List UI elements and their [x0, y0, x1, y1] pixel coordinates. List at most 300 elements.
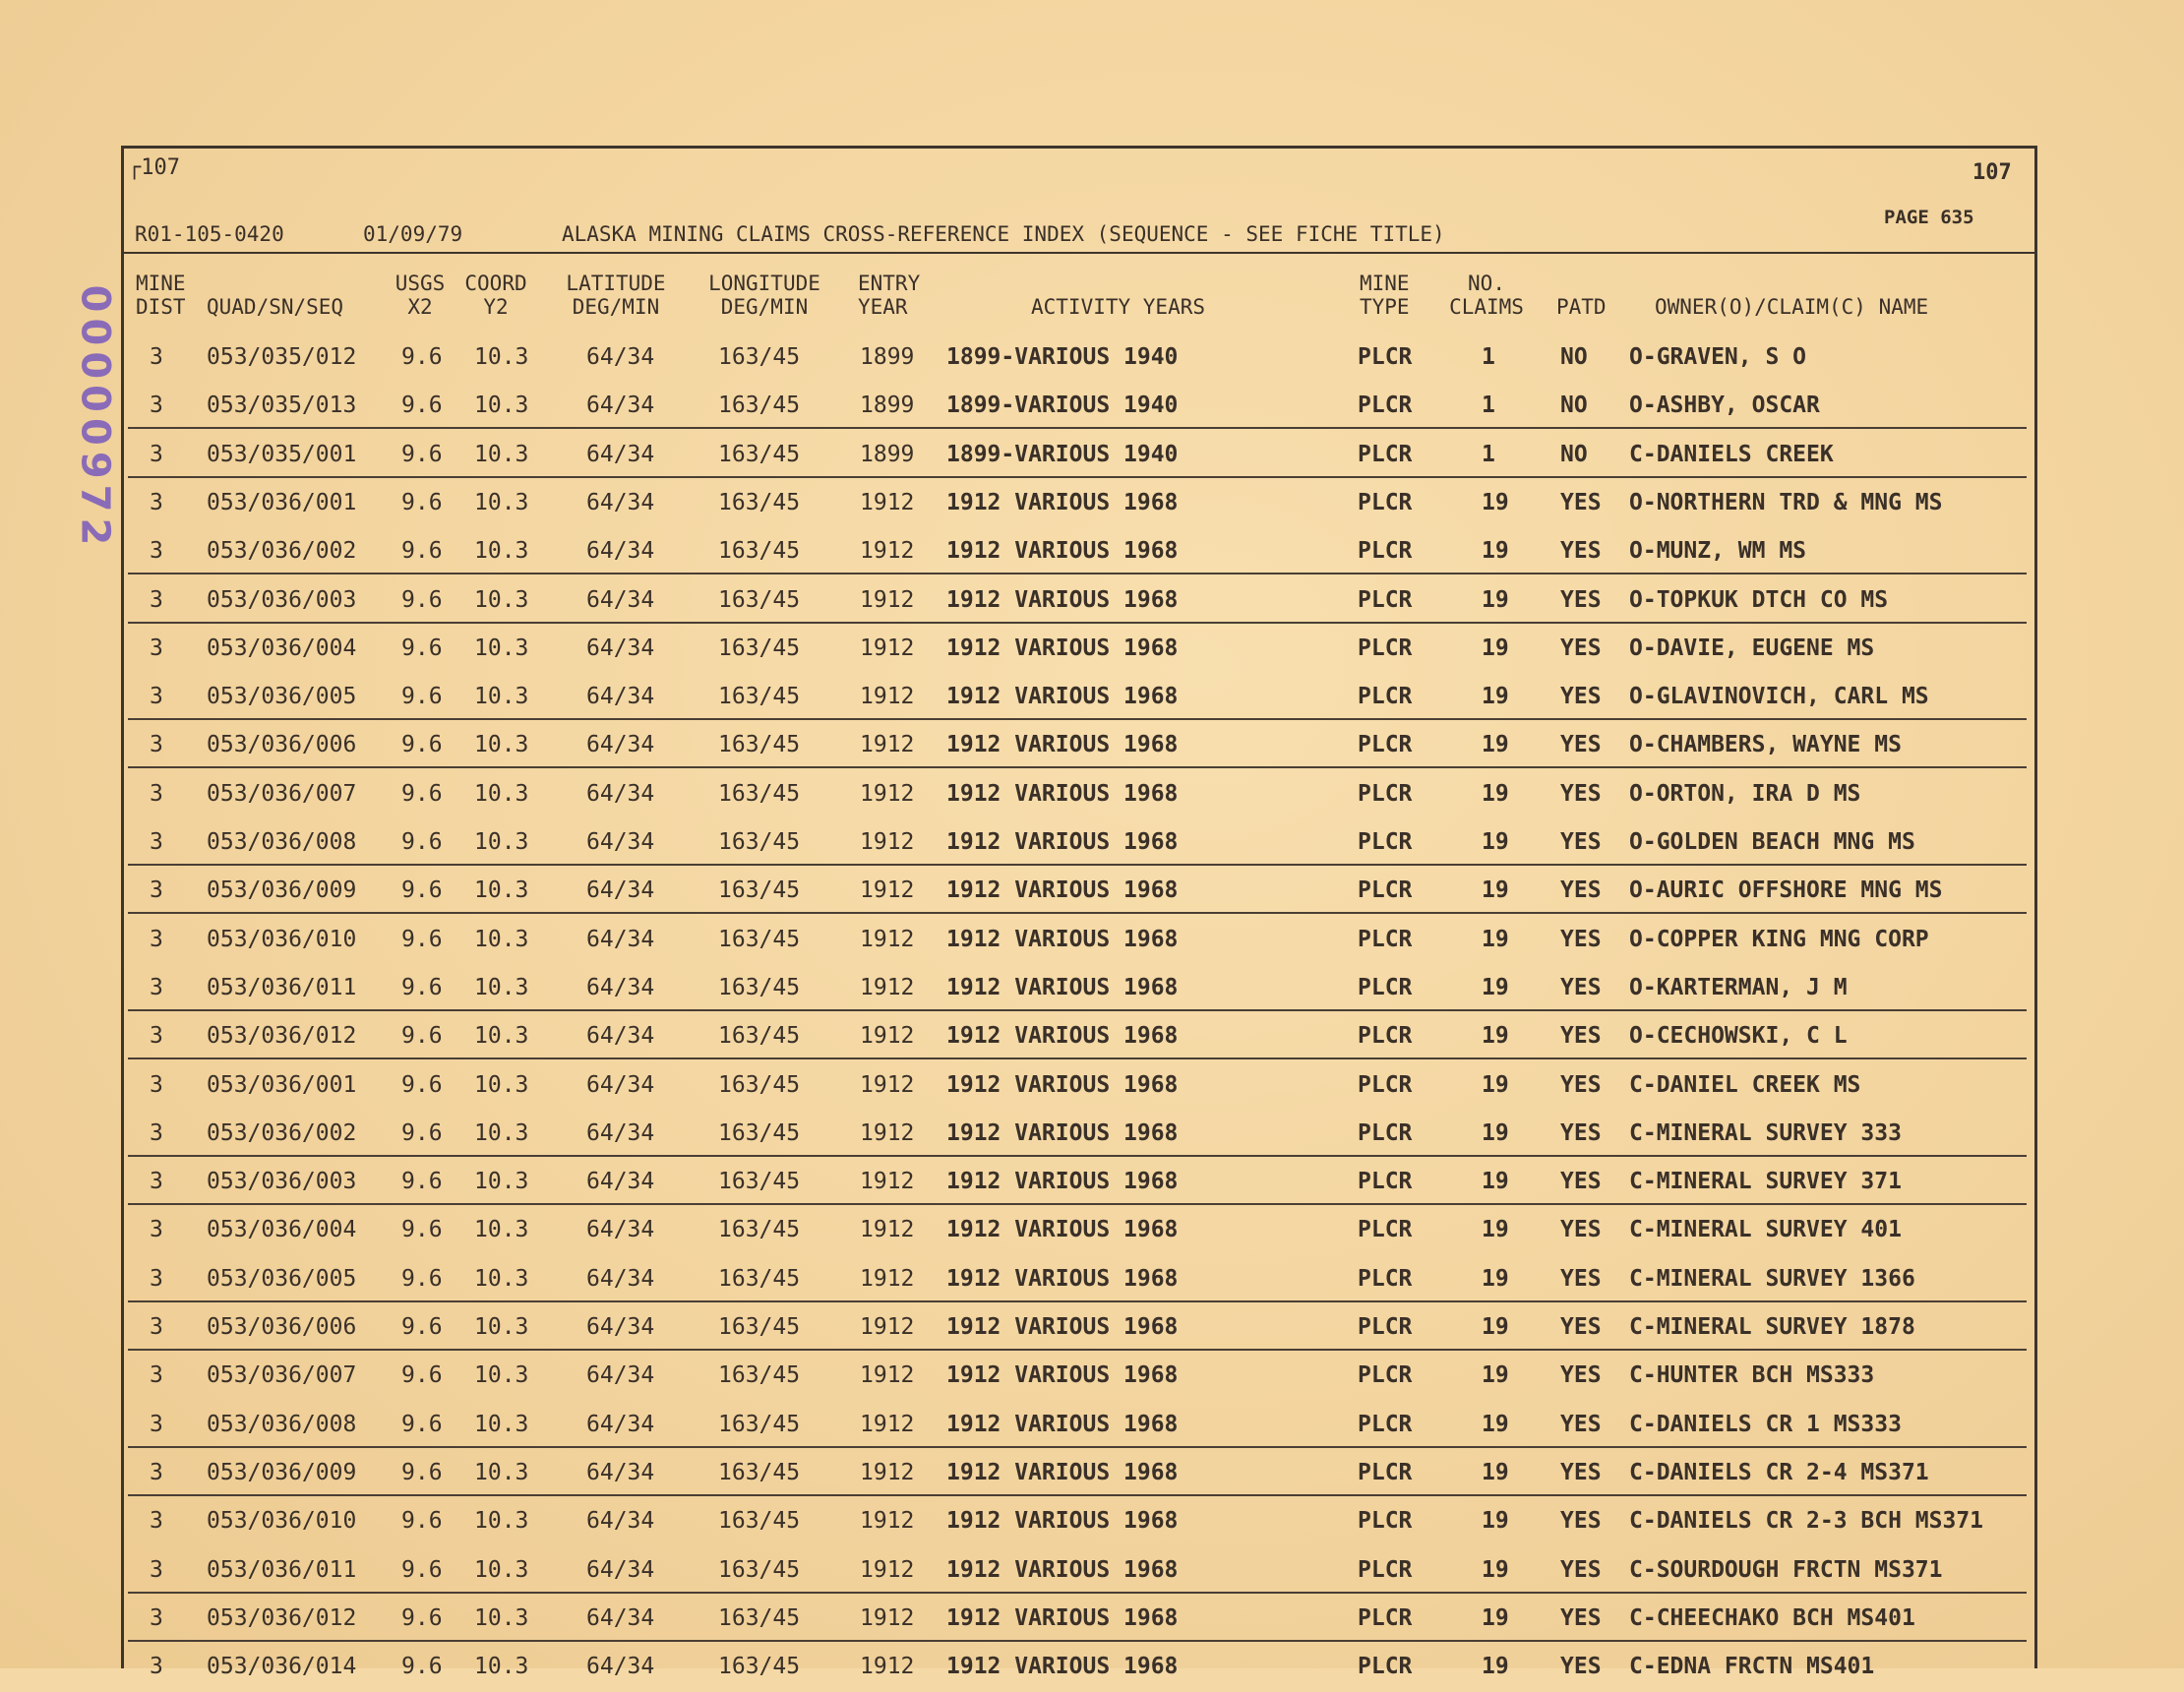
no-claims-cell: 19 [1482, 781, 1509, 807]
entry-year-cell: 1912 [860, 781, 915, 807]
longitude-cell: 163/45 [718, 635, 801, 661]
activity-years-cell: 1899-VARIOUS 1940 [946, 393, 1179, 418]
usgs-x2-cell: 9.6 [401, 1654, 443, 1679]
latitude-cell: 64/34 [586, 442, 655, 467]
mine-dist-cell: 3 [150, 1362, 163, 1388]
activity-years-cell: 1912 VARIOUS 1968 [946, 1460, 1179, 1485]
activity-years-cell: 1912 VARIOUS 1968 [946, 1362, 1179, 1388]
activity-years-cell: 1912 VARIOUS 1968 [946, 927, 1179, 952]
row-rule [128, 912, 2027, 914]
col-head-line: USGS [394, 272, 446, 295]
mine-dist-cell: 3 [150, 344, 163, 370]
activity-years-cell: 1912 VARIOUS 1968 [946, 829, 1179, 855]
owner-claim-name-cell: C-MINERAL SURVEY 401 [1629, 1217, 1902, 1242]
entry-year-cell: 1912 [860, 1314, 915, 1340]
table-row [128, 1498, 2027, 1546]
quad-sn-seq-cell: 053/035/013 [207, 393, 357, 418]
no-claims-cell: 19 [1482, 1072, 1509, 1098]
longitude-cell: 163/45 [718, 1023, 801, 1049]
stamp-number-text: 00000972 [72, 284, 117, 552]
latitude-cell: 64/34 [586, 1169, 655, 1194]
quad-sn-seq-cell: 053/036/002 [207, 538, 357, 564]
row-rule [128, 573, 2027, 574]
mine-type-cell: PLCR [1358, 975, 1413, 1000]
owner-claim-name-cell: C-MINERAL SURVEY 371 [1629, 1169, 1902, 1194]
usgs-x2-cell: 9.6 [401, 927, 443, 952]
mine-dist-cell: 3 [150, 1605, 163, 1631]
usgs-x2-cell: 9.6 [401, 442, 443, 467]
usgs-x2-cell: 9.6 [401, 1460, 443, 1485]
patd-cell: YES [1560, 1120, 1602, 1146]
row-rule [128, 622, 2027, 624]
table-row [128, 965, 2027, 1013]
longitude-cell: 163/45 [718, 1314, 801, 1340]
longitude-cell: 163/45 [718, 975, 801, 1000]
table-row [128, 432, 2027, 480]
patd-cell: YES [1560, 1266, 1602, 1292]
mine-type-cell: PLCR [1358, 1072, 1413, 1098]
no-claims-cell: 19 [1482, 1654, 1509, 1679]
no-claims-cell: 19 [1482, 732, 1509, 757]
mine-dist-cell: 3 [150, 1266, 163, 1292]
row-rule [128, 427, 2027, 429]
row-rule [128, 1494, 2027, 1496]
no-claims-cell: 19 [1482, 1412, 1509, 1437]
table-row [128, 1547, 2027, 1596]
latitude-cell: 64/34 [586, 635, 655, 661]
report-id: R01-105-0420 [135, 222, 284, 246]
quad-sn-seq-cell: 053/036/008 [207, 1412, 357, 1437]
entry-year-cell: 1912 [860, 684, 915, 709]
owner-claim-name-cell: O-CECHOWSKI, C L [1629, 1023, 1848, 1049]
longitude-cell: 163/45 [718, 490, 801, 515]
entry-year-cell: 1912 [860, 1605, 915, 1631]
quad-sn-seq-cell: 053/036/011 [207, 1557, 357, 1583]
col-head-line: TYPE [1360, 295, 1410, 319]
mine-dist-cell: 3 [150, 1314, 163, 1340]
usgs-x2-cell: 9.6 [401, 1023, 443, 1049]
activity-years-cell: 1912 VARIOUS 1968 [946, 1557, 1179, 1583]
table-row [128, 1111, 2027, 1159]
latitude-cell: 64/34 [586, 1266, 655, 1292]
patd-cell: YES [1560, 1605, 1602, 1631]
entry-year-cell: 1899 [860, 344, 915, 370]
activity-years-cell: 1912 VARIOUS 1968 [946, 490, 1179, 515]
col-head-line: COORD [464, 272, 527, 295]
owner-claim-name-cell: C-EDNA FRCTN MS401 [1629, 1654, 1875, 1679]
usgs-x2-cell: 9.6 [401, 1605, 443, 1631]
owner-claim-name-cell: O-ORTON, IRA D MS [1629, 781, 1861, 807]
mine-type-cell: PLCR [1358, 1654, 1413, 1679]
col-head-line: Y2 [483, 295, 509, 319]
activity-years-cell: 1912 VARIOUS 1968 [946, 1508, 1179, 1534]
patd-cell: YES [1560, 1362, 1602, 1388]
quad-sn-seq-cell: 053/036/001 [207, 1072, 357, 1098]
coord-y2-cell: 10.3 [474, 635, 529, 661]
entry-year-cell: 1912 [860, 490, 915, 515]
patd-cell: YES [1560, 927, 1602, 952]
activity-years-cell: 1912 VARIOUS 1968 [946, 781, 1179, 807]
no-claims-cell: 1 [1482, 393, 1495, 418]
patd-cell: YES [1560, 1654, 1602, 1679]
entry-year-cell: 1912 [860, 877, 915, 903]
longitude-cell: 163/45 [718, 732, 801, 757]
usgs-x2-cell: 9.6 [401, 635, 443, 661]
activity-years-cell: 1912 VARIOUS 1968 [946, 1266, 1179, 1292]
table-row [128, 1596, 2027, 1644]
patd-cell: YES [1560, 538, 1602, 564]
row-rule [128, 864, 2027, 866]
row-rule [128, 1446, 2027, 1448]
entry-year-cell: 1912 [860, 1412, 915, 1437]
mine-type-cell: PLCR [1358, 635, 1413, 661]
coord-y2-cell: 10.3 [474, 1120, 529, 1146]
mine-dist-cell: 3 [150, 1654, 163, 1679]
entry-year-cell: 1912 [860, 1072, 915, 1098]
mine-dist-cell: 3 [150, 490, 163, 515]
mine-type-cell: PLCR [1358, 1460, 1413, 1485]
row-rule [128, 766, 2027, 768]
coord-y2-cell: 10.3 [474, 975, 529, 1000]
patd-cell: YES [1560, 1508, 1602, 1534]
coord-y2-cell: 10.3 [474, 1605, 529, 1631]
table-row [128, 383, 2027, 431]
no-claims-cell: 19 [1482, 635, 1509, 661]
col-head-line: MINE [1360, 272, 1410, 295]
usgs-x2-cell: 9.6 [401, 1557, 443, 1583]
col-head-line: DEG/MIN [572, 295, 660, 319]
latitude-cell: 64/34 [586, 490, 655, 515]
activity-years-cell: 1899-VARIOUS 1940 [946, 344, 1179, 370]
row-rule [128, 1058, 2027, 1059]
longitude-cell: 163/45 [718, 1460, 801, 1485]
col-head-line: YEAR [858, 295, 908, 319]
quad-sn-seq-cell: 053/036/010 [207, 927, 357, 952]
coord-y2-cell: 10.3 [474, 1217, 529, 1242]
mine-type-cell: PLCR [1358, 538, 1413, 564]
activity-years-cell: 1912 VARIOUS 1968 [946, 975, 1179, 1000]
activity-years-cell: 1912 VARIOUS 1968 [946, 1654, 1179, 1679]
activity-years-cell: 1912 VARIOUS 1968 [946, 1023, 1179, 1049]
col-head-line: ACTIVITY YEARS [1031, 295, 1206, 319]
row-rule [128, 1640, 2027, 1642]
quad-sn-seq-cell: 053/036/014 [207, 1654, 357, 1679]
owner-claim-name-cell: C-MINERAL SURVEY 1366 [1629, 1266, 1915, 1292]
owner-claim-name-cell: C-DANIELS CREEK [1629, 442, 1834, 467]
usgs-x2-cell: 9.6 [401, 975, 443, 1000]
activity-years-cell: 1912 VARIOUS 1968 [946, 1412, 1179, 1437]
entry-year-cell: 1912 [860, 732, 915, 757]
activity-years-cell: 1912 VARIOUS 1968 [946, 1072, 1179, 1098]
usgs-x2-cell: 9.6 [401, 538, 443, 564]
no-claims-cell: 19 [1482, 587, 1509, 613]
longitude-cell: 163/45 [718, 927, 801, 952]
entry-year-cell: 1912 [860, 1508, 915, 1534]
mine-dist-cell: 3 [150, 975, 163, 1000]
longitude-cell: 163/45 [718, 781, 801, 807]
owner-claim-name-cell: C-HUNTER BCH MS333 [1629, 1362, 1875, 1388]
table-row [128, 819, 2027, 868]
coord-y2-cell: 10.3 [474, 1654, 529, 1679]
quad-sn-seq-cell: 053/036/006 [207, 732, 357, 757]
activity-years-cell: 1912 VARIOUS 1968 [946, 877, 1179, 903]
no-claims-cell: 19 [1482, 1508, 1509, 1534]
entry-year-cell: 1912 [860, 538, 915, 564]
longitude-cell: 163/45 [718, 877, 801, 903]
latitude-cell: 64/34 [586, 1460, 655, 1485]
quad-sn-seq-cell: 053/036/012 [207, 1023, 357, 1049]
quad-sn-seq-cell: 053/036/009 [207, 1460, 357, 1485]
patd-cell: YES [1560, 1023, 1602, 1049]
mine-dist-cell: 3 [150, 732, 163, 757]
latitude-cell: 64/34 [586, 1023, 655, 1049]
col-head-line: QUAD/SN/SEQ [207, 295, 344, 319]
owner-claim-name-cell: O-MUNZ, WM MS [1629, 538, 1807, 564]
coord-y2-cell: 10.3 [474, 538, 529, 564]
table-row [128, 1062, 2027, 1111]
usgs-x2-cell: 9.6 [401, 1217, 443, 1242]
usgs-x2-cell: 9.6 [401, 1508, 443, 1534]
patd-cell: NO [1560, 344, 1588, 370]
mine-type-cell: PLCR [1358, 684, 1413, 709]
mine-type-cell: PLCR [1358, 1557, 1413, 1583]
longitude-cell: 163/45 [718, 1557, 801, 1583]
mine-dist-cell: 3 [150, 829, 163, 855]
table-row [128, 1402, 2027, 1450]
longitude-cell: 163/45 [718, 1412, 801, 1437]
mine-dist-cell: 3 [150, 1508, 163, 1534]
entry-year-cell: 1912 [860, 1557, 915, 1583]
page-number: PAGE 635 [1884, 207, 1974, 228]
entry-year-cell: 1899 [860, 393, 915, 418]
mine-dist-cell: 3 [150, 442, 163, 467]
row-rule [128, 1300, 2027, 1302]
owner-claim-name-cell: O-GRAVEN, S O [1629, 344, 1807, 370]
patd-cell: YES [1560, 635, 1602, 661]
usgs-x2-cell: 9.6 [401, 1169, 443, 1194]
usgs-x2-cell: 9.6 [401, 1314, 443, 1340]
mine-dist-cell: 3 [150, 1557, 163, 1583]
table-row [128, 577, 2027, 626]
no-claims-cell: 19 [1482, 927, 1509, 952]
patd-cell: YES [1560, 829, 1602, 855]
table-row [128, 771, 2027, 819]
report-title: ALASKA MINING CLAIMS CROSS-REFERENCE INDEX (SEQUENCE - SEE FICHE TITLE) [562, 222, 1445, 246]
corner-frame-number-left: ┌107 [128, 155, 180, 180]
owner-claim-name-cell: C-MINERAL SURVEY 1878 [1629, 1314, 1915, 1340]
quad-sn-seq-cell: 053/036/012 [207, 1605, 357, 1631]
mine-type-cell: PLCR [1358, 829, 1413, 855]
row-rule [128, 718, 2027, 720]
longitude-cell: 163/45 [718, 1605, 801, 1631]
table-row [128, 917, 2027, 965]
latitude-cell: 64/34 [586, 1072, 655, 1098]
activity-years-cell: 1912 VARIOUS 1968 [946, 635, 1179, 661]
quad-sn-seq-cell: 053/036/009 [207, 877, 357, 903]
mine-type-cell: PLCR [1358, 1217, 1413, 1242]
latitude-cell: 64/34 [586, 393, 655, 418]
no-claims-cell: 1 [1482, 442, 1495, 467]
owner-claim-name-cell: O-KARTERMAN, J M [1629, 975, 1848, 1000]
longitude-cell: 163/45 [718, 1654, 801, 1679]
usgs-x2-cell: 9.6 [401, 1412, 443, 1437]
coord-y2-cell: 10.3 [474, 1412, 529, 1437]
quad-sn-seq-cell: 053/036/007 [207, 1362, 357, 1388]
latitude-cell: 64/34 [586, 877, 655, 903]
table-row [128, 1013, 2027, 1061]
owner-claim-name-cell: O-DAVIE, EUGENE MS [1629, 635, 1875, 661]
mine-dist-cell: 3 [150, 1023, 163, 1049]
latitude-cell: 64/34 [586, 1217, 655, 1242]
latitude-cell: 64/34 [586, 829, 655, 855]
mine-type-cell: PLCR [1358, 732, 1413, 757]
no-claims-cell: 1 [1482, 344, 1495, 370]
entry-year-cell: 1912 [860, 1266, 915, 1292]
longitude-cell: 163/45 [718, 829, 801, 855]
coord-y2-cell: 10.3 [474, 684, 529, 709]
owner-claim-name-cell: C-DANIELS CR 2-4 MS371 [1629, 1460, 1929, 1485]
row-rule [128, 476, 2027, 478]
mine-dist-cell: 3 [150, 393, 163, 418]
coord-y2-cell: 10.3 [474, 1023, 529, 1049]
quad-sn-seq-cell: 053/036/008 [207, 829, 357, 855]
patd-cell: YES [1560, 1412, 1602, 1437]
usgs-x2-cell: 9.6 [401, 1120, 443, 1146]
mine-type-cell: PLCR [1358, 877, 1413, 903]
activity-years-cell: 1912 VARIOUS 1968 [946, 587, 1179, 613]
coord-y2-cell: 10.3 [474, 442, 529, 467]
coord-y2-cell: 10.3 [474, 393, 529, 418]
no-claims-cell: 19 [1482, 1460, 1509, 1485]
longitude-cell: 163/45 [718, 442, 801, 467]
col-head-line: MINE [136, 272, 186, 295]
col-head-line: LATITUDE [566, 272, 666, 295]
latitude-cell: 64/34 [586, 1314, 655, 1340]
longitude-cell: 163/45 [718, 344, 801, 370]
col-head-line: DEG/MIN [720, 295, 809, 319]
quad-sn-seq-cell: 053/036/003 [207, 1169, 357, 1194]
mine-dist-cell: 3 [150, 1169, 163, 1194]
longitude-cell: 163/45 [718, 1266, 801, 1292]
col-head-line: CLAIMS [1449, 295, 1524, 319]
col-head-line: ENTRY [858, 272, 921, 295]
longitude-cell: 163/45 [718, 587, 801, 613]
activity-years-cell: 1912 VARIOUS 1968 [946, 1605, 1179, 1631]
col-head-line: DIST [136, 295, 186, 319]
mine-dist-cell: 3 [150, 1072, 163, 1098]
latitude-cell: 64/34 [586, 1120, 655, 1146]
quad-sn-seq-cell: 053/036/005 [207, 684, 357, 709]
latitude-cell: 64/34 [586, 1412, 655, 1437]
latitude-cell: 64/34 [586, 927, 655, 952]
entry-year-cell: 1912 [860, 975, 915, 1000]
no-claims-cell: 19 [1482, 1557, 1509, 1583]
row-rule [128, 1203, 2027, 1205]
no-claims-cell: 19 [1482, 829, 1509, 855]
longitude-cell: 163/45 [718, 1362, 801, 1388]
table-row [128, 1450, 2027, 1498]
patd-cell: YES [1560, 877, 1602, 903]
coord-y2-cell: 10.3 [474, 1266, 529, 1292]
coord-y2-cell: 10.3 [474, 1072, 529, 1098]
patd-cell: YES [1560, 1072, 1602, 1098]
quad-sn-seq-cell: 053/036/004 [207, 1217, 357, 1242]
entry-year-cell: 1899 [860, 442, 915, 467]
mine-type-cell: PLCR [1358, 587, 1413, 613]
patd-cell: YES [1560, 1460, 1602, 1485]
latitude-cell: 64/34 [586, 1557, 655, 1583]
no-claims-cell: 19 [1482, 1023, 1509, 1049]
table-row [128, 528, 2027, 576]
usgs-x2-cell: 9.6 [401, 1362, 443, 1388]
owner-claim-name-cell: O-COPPER KING MNG CORP [1629, 927, 1929, 952]
usgs-x2-cell: 9.6 [401, 1072, 443, 1098]
mine-type-cell: PLCR [1358, 490, 1413, 515]
entry-year-cell: 1912 [860, 829, 915, 855]
coord-y2-cell: 10.3 [474, 927, 529, 952]
owner-claim-name-cell: C-DANIELS CR 1 MS333 [1629, 1412, 1902, 1437]
patd-cell: YES [1560, 975, 1602, 1000]
mine-type-cell: PLCR [1358, 1120, 1413, 1146]
mine-type-cell: PLCR [1358, 344, 1413, 370]
longitude-cell: 163/45 [718, 538, 801, 564]
usgs-x2-cell: 9.6 [401, 1266, 443, 1292]
mine-type-cell: PLCR [1358, 781, 1413, 807]
patd-cell: YES [1560, 1314, 1602, 1340]
table-row [128, 480, 2027, 528]
mine-dist-cell: 3 [150, 635, 163, 661]
latitude-cell: 64/34 [586, 1605, 655, 1631]
mine-type-cell: PLCR [1358, 1169, 1413, 1194]
latitude-cell: 64/34 [586, 1508, 655, 1534]
owner-claim-name-cell: O-GLAVINOVICH, CARL MS [1629, 684, 1929, 709]
latitude-cell: 64/34 [586, 587, 655, 613]
col-head-line: PATD [1556, 295, 1607, 319]
mine-dist-cell: 3 [150, 538, 163, 564]
report-date: 01/09/79 [363, 222, 463, 246]
no-claims-cell: 19 [1482, 1314, 1509, 1340]
owner-claim-name-cell: O-GOLDEN BEACH MNG MS [1629, 829, 1915, 855]
no-claims-cell: 19 [1482, 1120, 1509, 1146]
usgs-x2-cell: 9.6 [401, 587, 443, 613]
mine-type-cell: PLCR [1358, 393, 1413, 418]
coord-y2-cell: 10.3 [474, 490, 529, 515]
entry-year-cell: 1912 [860, 1460, 915, 1485]
owner-claim-name-cell: O-TOPKUK DTCH CO MS [1629, 587, 1889, 613]
coord-y2-cell: 10.3 [474, 877, 529, 903]
entry-year-cell: 1912 [860, 587, 915, 613]
table-row [128, 1353, 2027, 1401]
mine-type-cell: PLCR [1358, 1412, 1413, 1437]
col-head-line: X2 [407, 295, 433, 319]
table-row [128, 1304, 2027, 1353]
no-claims-cell: 19 [1482, 1266, 1509, 1292]
patd-cell: YES [1560, 1169, 1602, 1194]
row-rule [128, 1155, 2027, 1157]
mine-dist-cell: 3 [150, 877, 163, 903]
longitude-cell: 163/45 [718, 1120, 801, 1146]
coord-y2-cell: 10.3 [474, 829, 529, 855]
coord-y2-cell: 10.3 [474, 1508, 529, 1534]
entry-year-cell: 1912 [860, 1654, 915, 1679]
table-row [128, 334, 2027, 383]
mine-dist-cell: 3 [150, 684, 163, 709]
activity-years-cell: 1912 VARIOUS 1968 [946, 732, 1179, 757]
quad-sn-seq-cell: 053/036/006 [207, 1314, 357, 1340]
mine-type-cell: PLCR [1358, 1362, 1413, 1388]
quad-sn-seq-cell: 053/036/005 [207, 1266, 357, 1292]
no-claims-cell: 19 [1482, 1169, 1509, 1194]
